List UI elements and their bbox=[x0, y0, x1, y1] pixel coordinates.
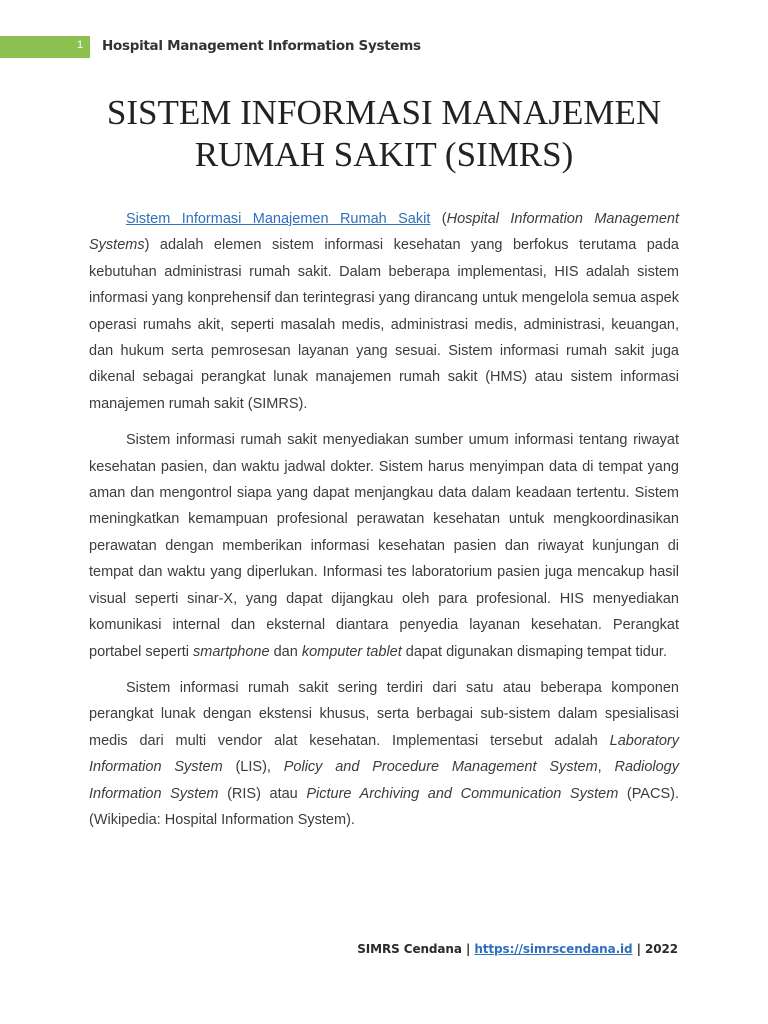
header-title: Hospital Management Information Systems bbox=[102, 38, 421, 54]
p2-italic-2: komputer tablet bbox=[301, 643, 402, 660]
title-line-1: SISTEM INFORMASI MANAJEMEN bbox=[106, 93, 662, 132]
p3-text-5: (PACS). (Wikipedia: Hospital Information System). bbox=[89, 785, 679, 828]
page-number: 1 bbox=[76, 39, 84, 51]
document-body bbox=[89, 206, 679, 843]
footer-separator: | bbox=[632, 942, 645, 956]
page-number-tab bbox=[0, 36, 90, 58]
p3-text-1: Sistem informasi rumah sakit sering terdiri dari satu atau beberapa komponen perangkat lunak dengan ekstensi khusus, serta berbagai sub-sistem dalam spesialisasi medis dari multi vendor alat kesehatan. Implementasi tersebut adalah bbox=[89, 679, 679, 749]
p3-text-3: , bbox=[597, 759, 615, 776]
p2-italic-1: smartphone bbox=[192, 643, 270, 660]
p3-text-2: (LIS), bbox=[222, 759, 284, 776]
p2-text-1: Sistem informasi rumah sakit menyediakan sumber umum informasi tentang riwayat kesehatan pasien, dan waktu jadwal dokter. Sistem harus menyimpan data di tempat yang aman dan mengontrol siapa yang dapat menjangkau data dalam keadaan tertentu. Sistem meningkatkan kemampuan profesional perawatan kesehatan untuk mengkoordinasikan perawatan dengan memberikan informasi kesehatan pasien dan riwayat kunjungan di tempat dan waktu yang diperlukan. Informasi tes laboratorium pasien juga mencakup hasil visual seperti sinar-X, yang dapat dijangkau oleh para profesional. HIS menyediakan komunikasi internal dan eksternal diantara penyedia layanan kesehatan. Perangkat portabel seperti bbox=[89, 432, 679, 660]
paragraph-1 bbox=[89, 206, 679, 417]
footer-year: 2022 bbox=[645, 942, 678, 956]
p2-text-2: dan bbox=[269, 643, 302, 660]
footer-url-link[interactable]: https://simrscendana.id bbox=[474, 942, 633, 956]
simrs-link[interactable]: Sistem Informasi Manajemen Rumah Sakit bbox=[126, 211, 431, 227]
page-header bbox=[0, 36, 768, 58]
p3-italic-4: Picture Archiving and Communication System bbox=[306, 785, 619, 802]
footer-brand: SIMRS Cendana bbox=[357, 942, 462, 956]
paragraph-2 bbox=[89, 427, 679, 665]
p3-italic-3: Radiology Information System bbox=[89, 759, 679, 802]
p2-text-3: dapat digunakan dismaping tempat tidur. bbox=[401, 643, 667, 660]
p3-italic-1: Laboratory Information System bbox=[89, 732, 679, 776]
p3-italic-2: Policy and Procedure Management System bbox=[283, 759, 598, 776]
footer-separator: | bbox=[461, 942, 475, 956]
p1-italic-1: Hospital Information Management Systems bbox=[89, 211, 679, 254]
paragraph-3 bbox=[89, 675, 679, 833]
document-title bbox=[60, 92, 708, 176]
p3-text-4: (RIS) atau bbox=[218, 785, 307, 802]
title-line-2: RUMAH SAKIT (SIMRS) bbox=[194, 135, 574, 174]
page-footer bbox=[357, 942, 678, 956]
p1-text-2: ) adalah elemen sistem informasi kesehatan yang berfokus terutama pada kebutuhan administrasi rumah sakit. Dalam beberapa implementasi, HIS adalah sistem informasi yang konprehensif dan terintegrasi yang dirancang untuk mengelola semua aspek operasi rumahs akit, seperti masalah medis, administrasi medis, administrasi, keuangan, dan hukum serta pemrosesan layanan yang sesuai. Sistem informasi rumah sakit juga dikenal sebagai perangkat lunak manajemen rumah sakit (HMS) atau sistem informasi manajemen rumah sakit (SIMRS). bbox=[89, 237, 679, 412]
p1-text-1: ( bbox=[430, 211, 447, 227]
